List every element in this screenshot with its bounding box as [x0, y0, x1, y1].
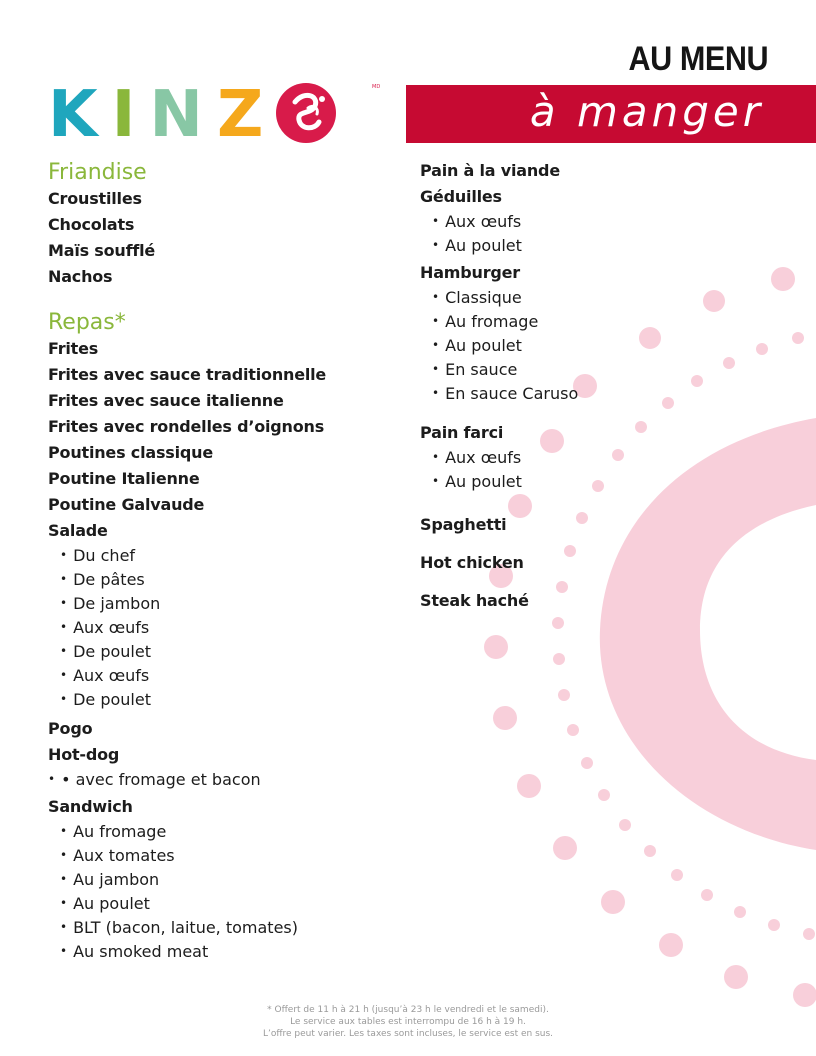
menu-sub-item: • Au poulet: [420, 470, 660, 494]
menu-sub-item: • Au fromage: [48, 820, 388, 844]
menu-sub-item: • Aux œufs: [48, 616, 388, 640]
menu-item: Maïs soufflé: [48, 241, 156, 260]
logo-letter-i: I: [111, 78, 136, 152]
right-column: [420, 158, 660, 614]
menu-sub-item: • De pâtes: [48, 568, 388, 592]
menu-sub-item: • Au poulet: [420, 234, 660, 258]
menu-item-salade: Salade: [48, 521, 108, 540]
menu-item-steak-hache: Steak haché: [420, 591, 529, 610]
menu-item-spaghetti: Spaghetti: [420, 515, 507, 534]
footer-note-service: Le service aux tables est interrompu de 16 h à 19 h.: [290, 1017, 526, 1027]
logo-letter-k: K: [48, 78, 98, 152]
left-column: [48, 160, 388, 964]
page-heading: AU MENU: [628, 40, 768, 78]
menu-item: Chocolats: [48, 215, 135, 234]
menu-sub-item: • En sauce: [420, 358, 660, 382]
menu-item: Croustilles: [48, 189, 142, 208]
menu-sub-item: • Au jambon: [48, 868, 388, 892]
menu-item-hot-chicken: Hot chicken: [420, 553, 524, 572]
menu-sub-item: • Classique: [420, 286, 660, 310]
menu-item: Poutine Italienne: [48, 469, 200, 488]
banner-title: à manger: [529, 87, 764, 136]
menu-item: Poutine Galvaude: [48, 495, 205, 514]
trademark-mark: MD: [372, 84, 381, 90]
menu-sub-item: • Au smoked meat: [48, 940, 388, 964]
kinzo-logo: [48, 78, 381, 152]
menu-sub-item: • Aux œufs: [48, 664, 388, 688]
menu-item-sandwich: Sandwich: [48, 797, 133, 816]
menu-sub-item: • En sauce Caruso: [420, 382, 660, 406]
menu-sub-item: • De poulet: [48, 640, 388, 664]
menu-sub-item: • Au poulet: [48, 892, 388, 916]
hotdog-option-text: • avec fromage et bacon: [61, 770, 261, 789]
menu-item: Frites avec sauce italienne: [48, 391, 284, 410]
menu-item-hotdog: Hot-dog: [48, 745, 120, 764]
kinzo-emblem-icon: [275, 82, 337, 148]
menu-sub-item: • De jambon: [48, 592, 388, 616]
section-title-friandise: Friandise: [48, 160, 147, 185]
menu-sub-item: • Aux œufs: [420, 446, 660, 470]
menu-item-hamburger: Hamburger: [420, 263, 520, 282]
section-title-repas: Repas*: [48, 310, 126, 335]
menu-sub-item: • BLT (bacon, laitue, tomates): [48, 916, 388, 940]
menu-item: Frites avec rondelles d’oignons: [48, 417, 325, 436]
menu-item-geduilles: Géduilles: [420, 187, 502, 206]
menu-sub-item: • Du chef: [48, 544, 388, 568]
menu-sub-item: • Au poulet: [420, 334, 660, 358]
banner: [406, 85, 816, 143]
logo-letter-z: Z: [216, 78, 264, 152]
menu-item-pain-viande: Pain à la viande: [420, 161, 560, 180]
footer-note-hours: * Offert de 11 h à 21 h (jusqu’à 23 h le vendredi et le samedi).: [267, 1005, 549, 1015]
menu-item: Poutines classique: [48, 443, 213, 462]
menu-sub-item: • De poulet: [48, 688, 388, 712]
footer-notes: [0, 1004, 816, 1040]
menu-sub-item-hotdog: [48, 768, 388, 792]
menu-sub-item: • Aux tomates: [48, 844, 388, 868]
menu-sub-item: • Au fromage: [420, 310, 660, 334]
menu-item-pogo: Pogo: [48, 719, 93, 738]
menu-sub-item: • Aux œufs: [420, 210, 660, 234]
footer-note-taxes: L’offre peut varier. Les taxes sont incluses, le service est en sus.: [262, 1029, 554, 1039]
menu-item: Frites avec sauce traditionnelle: [48, 365, 327, 384]
menu-item-pain-farci: Pain farci: [420, 423, 504, 442]
menu-item: Frites: [48, 339, 99, 358]
menu-item: Nachos: [48, 267, 113, 286]
logo-letter-n: N: [149, 78, 203, 152]
